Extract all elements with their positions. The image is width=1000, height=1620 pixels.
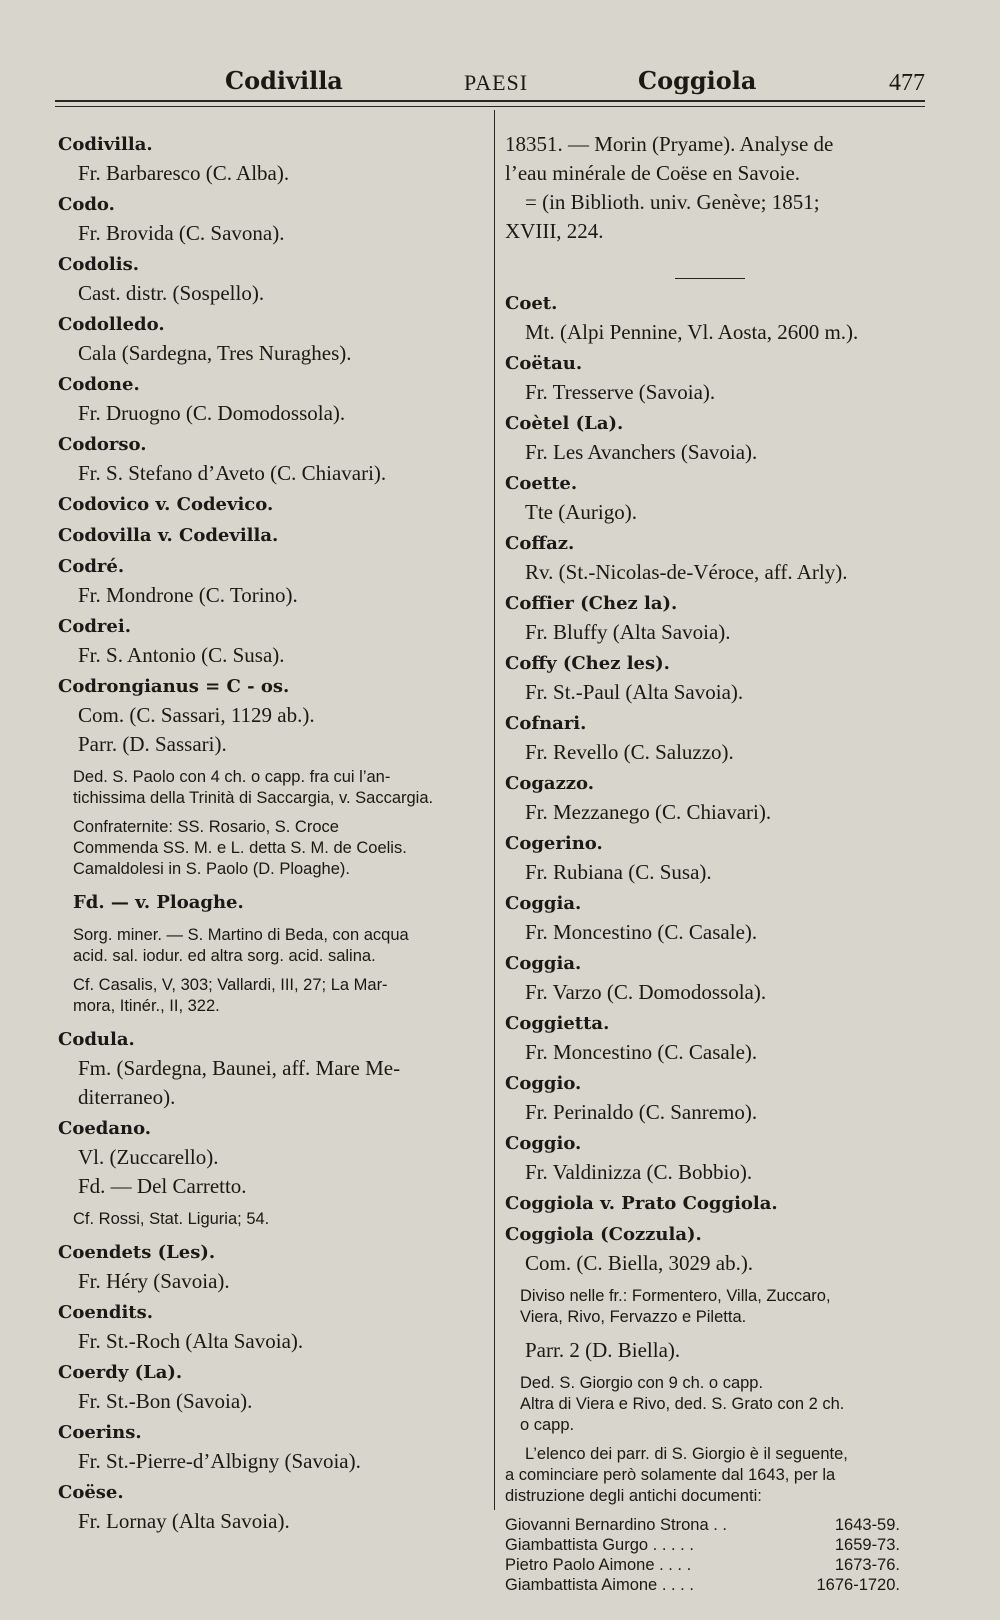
note-line: Cf. Casalis, V, 303; Vallardi, III, 27; La Mar- [73, 976, 388, 994]
note-line: Diviso nelle fr.: Formentero, Villa, Zuccaro, [520, 1287, 831, 1305]
gazetteer-entry [505, 1009, 920, 1067]
gazetteer-entry [505, 1129, 920, 1187]
entry-headword: Coètel (La). [505, 413, 624, 434]
entry-line: Mt. (Alpi Pennine, Vl. Aosta, 2600 m.). [525, 320, 859, 344]
gazetteer-entry [58, 430, 483, 488]
entry-line: Fd. — Del Carretto. [78, 1174, 247, 1198]
entry-line: Fr. St.-Roch (Alta Savoia). [78, 1329, 304, 1353]
entry-headword: Coedano. [58, 1118, 152, 1139]
entry-headword: Codolledo. [58, 314, 165, 335]
gazetteer-entry [505, 1220, 920, 1278]
entry-line: Fr. Moncestino (C. Casale). [525, 920, 758, 944]
entry-line: Vl. (Zuccarello). [78, 1145, 219, 1169]
entry-headword: Coggio. [505, 1073, 582, 1094]
gazetteer-entry [58, 250, 483, 308]
gazetteer-entry [58, 310, 483, 368]
entry-headword: Coendets (Les). [58, 1242, 216, 1263]
entry-headword: Codone. [58, 374, 140, 395]
entry-headword: Coerins. [58, 1422, 142, 1443]
entry-line: Fr. S. Antonio (C. Susa). [78, 643, 285, 667]
entry-line: Fr. St.-Pierre-d’Albigny (Savoia). [78, 1449, 361, 1473]
entry-headword: Codorso. [58, 434, 147, 455]
entry-line: Fr. Barbaresco (C. Alba). [78, 161, 290, 185]
entry-line: Fr. Varzo (C. Domodossola). [525, 980, 767, 1004]
bib-line: = (in Biblioth. univ. Genève; 1851; [525, 190, 820, 214]
entry-line: Fr. Moncestino (C. Casale). [525, 1040, 758, 1064]
entry-line: Rv. (St.-Nicolas-de-Véroce, aff. Arly). [525, 560, 848, 584]
gazetteer-entry [505, 769, 920, 827]
codrongianus-dedication [73, 767, 483, 809]
priest-years: 1643-59. [834, 1516, 900, 1534]
entry-line: Com. (C. Biella, 3029 ab.). [525, 1251, 754, 1275]
gazetteer-entry [505, 709, 920, 767]
fd-ploaghe: Fd. — v. Ploaghe. [73, 892, 244, 913]
bib-line: l’eau minérale de Coëse en Savoie. [505, 161, 801, 185]
header-rule-thin [55, 106, 925, 107]
note-line: Viera, Rivo, Fervazzo e Piletta. [520, 1308, 747, 1326]
priest-row [505, 1555, 900, 1575]
coggiola-parishes: Parr. 2 (D. Biella). [525, 1338, 681, 1362]
gazetteer-entry [505, 409, 920, 467]
priest-name: Giambattista Gurgo . . . . . [505, 1536, 694, 1554]
gazetteer-entry [505, 889, 920, 947]
note-line: Ded. S. Giorgio con 9 ch. o capp. [520, 1374, 764, 1392]
left-entries-2 [58, 1025, 483, 1201]
gazetteer-entry [58, 521, 483, 550]
coedano-note [73, 1209, 483, 1230]
header-section: PAESI [464, 70, 529, 95]
note-line: Ded. S. Paolo con 4 ch. o capp. fra cui l’an- [73, 768, 391, 786]
entry-line: Fr. Héry (Savoia). [78, 1269, 230, 1293]
priest-name: Giovanni Bernardino Strona . . [505, 1516, 727, 1534]
note-line: tichissima della Trinità di Saccargia, v. Saccargia. [73, 789, 434, 807]
entry-headword: Codrongianus = C - os. [58, 676, 290, 697]
entry-line: Fr. Tresserve (Savoia). [525, 380, 716, 404]
entry-headword: Codré. [58, 556, 125, 577]
entry-headword: Coet. [505, 293, 558, 314]
gazetteer-entry [505, 289, 920, 347]
entry-line: Fr. Mondrone (C. Torino). [78, 583, 298, 607]
entry-headword: Coggia. [505, 893, 582, 914]
column-divider [494, 110, 495, 1510]
gazetteer-entry [58, 490, 483, 519]
header-right-word: Coggiola [638, 66, 757, 95]
header-rule [55, 100, 925, 102]
entry-line: Fr. Valdinizza (C. Bobbio). [525, 1160, 753, 1184]
entry-headword: Coendits. [58, 1302, 154, 1323]
priest-row [505, 1535, 900, 1555]
left-entries [58, 130, 483, 759]
entry-line: Fr. Perinaldo (C. Sanremo). [525, 1100, 758, 1124]
entry-headword: Coggiola v. Prato Coggiola. [505, 1193, 778, 1214]
header-left-word: Codivilla [225, 66, 343, 95]
entry-headword: Cogerino. [505, 833, 603, 854]
priest-name: Pietro Paolo Aimone . . . . [505, 1556, 692, 1574]
note-line: distruzione degli antichi documenti: [505, 1487, 762, 1505]
gazetteer-entry [58, 672, 483, 759]
entry-line: Fr. Les Avanchers (Savoia). [525, 440, 758, 464]
gazetteer-entry [58, 370, 483, 428]
gazetteer-entry [505, 1069, 920, 1127]
entry-line: Fr. Lornay (Alta Savoia). [78, 1509, 290, 1533]
note-line: Confraternite: SS. Rosario, S. Croce [73, 818, 339, 836]
gazetteer-entry [58, 1238, 483, 1296]
parish-list-intro [505, 1444, 920, 1507]
entry-line: Tte (Aurigo). [525, 500, 637, 524]
entry-headword: Coffier (Chez la). [505, 593, 678, 614]
note-line: Sorg. miner. — S. Martino di Beda, con acqua [73, 926, 409, 944]
entry-headword: Coggiola (Cozzula). [505, 1224, 702, 1245]
right-column [505, 130, 920, 1595]
gazetteer-entry [58, 190, 483, 248]
entry-headword: Coëtau. [505, 353, 583, 374]
entry-line: Fr. Druogno (C. Domodossola). [78, 401, 346, 425]
gazetteer-entry [58, 1478, 483, 1536]
entry-line: Cast. distr. (Sospello). [78, 281, 265, 305]
entry-headword: Codrei. [58, 616, 131, 637]
gazetteer-entry [505, 469, 920, 527]
gazetteer-entry [58, 1418, 483, 1476]
priest-list [505, 1515, 900, 1595]
gazetteer-entry [58, 552, 483, 610]
entry-headword: Coette. [505, 473, 578, 494]
codrongianus-confraternities [73, 817, 483, 880]
entry-line: Fr. Mezzanego (C. Chiavari). [525, 800, 772, 824]
left-entries-3 [58, 1238, 483, 1536]
entry-line: Fr. Brovida (C. Savona). [78, 221, 285, 245]
entry-line: Fr. St.-Paul (Alta Savoia). [525, 680, 744, 704]
note-line: o capp. [520, 1416, 575, 1434]
priest-years: 1676-1720. [816, 1576, 900, 1594]
entry-line: Parr. (D. Sassari). [78, 732, 227, 756]
entry-headword: Codovico v. Codevico. [58, 494, 274, 515]
note-line: Altra di Viera e Rivo, ded. S. Grato con 2 ch. [520, 1395, 845, 1413]
bibliography-entry [505, 130, 920, 246]
priest-years: 1673-76. [834, 1556, 900, 1574]
entry-headword: Codovilla v. Codevilla. [58, 525, 279, 546]
entry-headword: Coggia. [505, 953, 582, 974]
priest-row [505, 1515, 900, 1535]
note-line: acid. sal. iodur. ed altra sorg. acid. salina. [73, 947, 376, 965]
bib-line: XVIII, 224. [505, 219, 604, 243]
gazetteer-entry [505, 949, 920, 1007]
gazetteer-entry [58, 1298, 483, 1356]
entry-headword: Cofnari. [505, 713, 587, 734]
coggiola-division [520, 1286, 920, 1328]
entry-line: diterraneo). [78, 1085, 176, 1109]
entry-headword: Cogazzo. [505, 773, 594, 794]
entry-line: Fr. S. Stefano d’Aveto (C. Chiavari). [78, 461, 387, 485]
gazetteer-entry [58, 1025, 483, 1112]
note-line: L’elenco dei parr. di S. Giorgio è il seguente, [525, 1445, 848, 1463]
gazetteer-entry [58, 130, 483, 188]
gazetteer-entry [505, 1189, 920, 1218]
bib-line: 18351. — Morin (Pryame). Analyse de [505, 132, 834, 156]
entry-headword: Coggio. [505, 1133, 582, 1154]
note-line: a cominciare però solamente dal 1643, per la [505, 1466, 836, 1484]
note-line: Cf. Rossi, Stat. Liguria; 54. [73, 1210, 270, 1228]
note-line: mora, Itinér., II, 322. [73, 997, 220, 1015]
priest-name: Giambattista Aimone . . . . [505, 1576, 694, 1594]
entry-headword: Codo. [58, 194, 115, 215]
entry-line: Fr. Revello (C. Saluzzo). [525, 740, 734, 764]
reference-note [73, 975, 483, 1017]
gazetteer-entry [505, 349, 920, 407]
separator-rule [675, 278, 745, 279]
entry-headword: Codolis. [58, 254, 139, 275]
gazetteer-entry [58, 1358, 483, 1416]
priest-row [505, 1575, 900, 1595]
entry-headword: Coerdy (La). [58, 1362, 183, 1383]
coggiola-dedication [520, 1373, 920, 1436]
gazetteer-entry [505, 589, 920, 647]
entry-line: Cala (Sardegna, Tres Nuraghes). [78, 341, 352, 365]
springs-note [73, 925, 483, 967]
right-entries [505, 289, 920, 1278]
gazetteer-entry [58, 612, 483, 670]
entry-headword: Coëse. [58, 1482, 124, 1503]
entry-headword: Coggietta. [505, 1013, 610, 1034]
gazetteer-entry [505, 529, 920, 587]
entry-line: Com. (C. Sassari, 1129 ab.). [78, 703, 315, 727]
entry-headword: Coffaz. [505, 533, 575, 554]
entry-headword: Codivilla. [58, 134, 153, 155]
entry-line: Fr. Bluffy (Alta Savoia). [525, 620, 731, 644]
priest-years: 1659-73. [834, 1536, 900, 1554]
entry-line: Fr. Rubiana (C. Susa). [525, 860, 712, 884]
entry-headword: Codula. [58, 1029, 135, 1050]
gazetteer-entry [505, 829, 920, 887]
entry-line: Fr. St.-Bon (Savoia). [78, 1389, 253, 1413]
page-number: 477 [889, 70, 925, 96]
left-column [58, 130, 483, 1538]
note-line: Commenda SS. M. e L. detta S. M. de Coelis. [73, 839, 407, 857]
entry-line: Fm. (Sardegna, Baunei, aff. Mare Me- [78, 1056, 401, 1080]
note-line: Camaldolesi in S. Paolo (D. Ploaghe). [73, 860, 350, 878]
gazetteer-entry [58, 1114, 483, 1201]
entry-headword: Coffy (Chez les). [505, 653, 670, 674]
gazetteer-entry [505, 649, 920, 707]
